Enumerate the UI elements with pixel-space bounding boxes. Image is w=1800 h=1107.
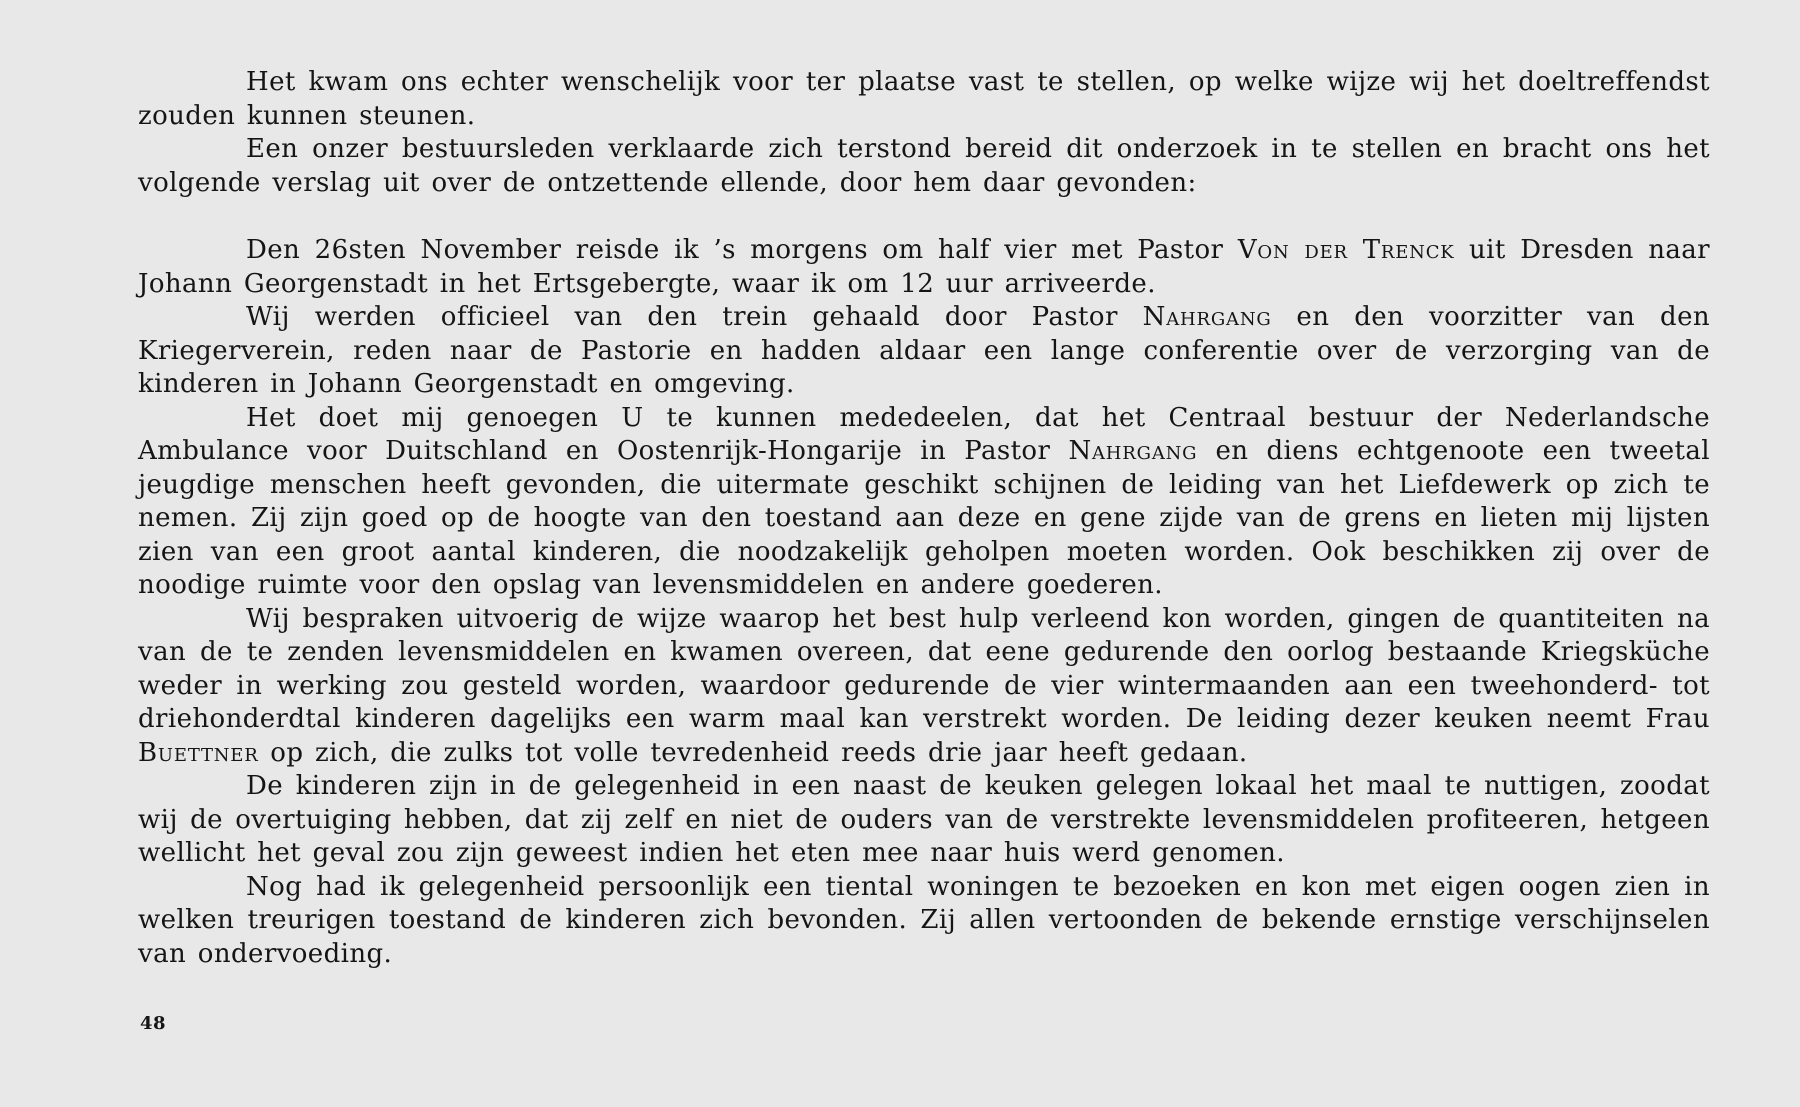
body-text [138, 66, 1710, 971]
report-paragraph-4-text-a: Wij bespraken uitvoerig de wijze waarop het best hulp verleend kon worden, gingen de quantiteiten na van de te zenden levensmiddelen en kwamen overeen, dat eene gedurende den oorlog bestaande Kriegsküche weder in werking zou gesteld worden, waardoor gedurende de vier wintermaanden aan een tweehonderd- tot driehonderdtal kinderen dagelijks een warm maal kan verstrekt worden. De leiding dezer keuken neemt Frau [138, 603, 1710, 734]
report-paragraph-4-text-b: op zich, die zulks tot volle tevredenheid reeds drie jaar heeft gedaan. [258, 737, 1248, 768]
page-number: 48 [140, 1013, 167, 1034]
report-paragraph-3-text-b: en diens echtgenoote een tweetal jeugdige menschen heeft gevonden, die uitermate geschikt schijnen de leiding van het Liefdewerk op zich te nemen. Zij zijn goed op de hoogte van den toestand aan deze en gene zijde van de grens en lieten mij lijsten zien van een groot aantal kinderen, die noodzakelijk geholpen moeten worden. Ook beschikken zij over de noodige ruimte voor den opslag van levensmiddelen en andere goederen. [138, 436, 1710, 600]
report-paragraph-6: Nog had ik gelegenheid persoonlijk een tiental woningen te bezoeken en kon met eigen oogen zien in welken treurigen toestand de kinderen zich bevonden. Zij allen vertoonden de bekende ernstige verschijnselen van ondervoeding. [138, 871, 1710, 969]
person-name-buettner: Buettner [138, 737, 259, 768]
intro-paragraph-2: Een onzer bestuursleden verklaarde zich terstond bereid dit onderzoek in te stellen en bracht ons het volgende verslag uit over de ontzettende ellende, door hem daar gevonden: [138, 134, 1710, 198]
person-name-nahrgang: Nahrgang [1142, 302, 1272, 332]
section-gap [138, 200, 1710, 234]
report-paragraph-2-text-a: Wij werden officieel van den trein gehaald door Pastor [246, 302, 1143, 332]
report-paragraph-1 [138, 234, 1710, 301]
person-name-von-der-trenck: Von der Trenck [1237, 235, 1455, 265]
report-paragraph-4 [138, 603, 1710, 771]
person-name-nahrgang: Nahrgang [1068, 436, 1198, 466]
report-paragraph-1-text-b: uit Dresden naar Johann Georgenstadt in het Ertsgebergte, waar ik om 12 uur arriveerde. [138, 235, 1711, 299]
report-paragraph-5: De kinderen zijn in de gelegenheid in een naast de keuken gelegen lokaal het maal te nuttigen, zoodat wij de overtuiging hebben, dat zij zelf en niet de ouders van de verstrekte levensmiddelen profiteeren, hetgeen wellicht het geval zou zijn geweest indien het eten mee naar huis werd genomen. [138, 771, 1710, 868]
report-paragraph-3-text-a: Het doet mij genoegen U te kunnen mededeelen, dat het Centraal bestuur der Nederlandsche Ambulance voor Duitschland en Oostenrijk-Hongarije in Pastor [138, 402, 1710, 466]
report-paragraph-2 [138, 301, 1710, 402]
intro-paragraph-1: Het kwam ons echter wenschelijk voor ter plaatse vast te stellen, op welke wijze wij het doeltreffendst zouden kunnen steunen. [138, 67, 1710, 131]
report-paragraph-2-text-b: en den voorzitter van den Kriegerverein, reden naar de Pastorie en hadden aldaar een lange conferentie over de verzorging van de kinderen in Johann Georgenstadt en omgeving. [138, 302, 1710, 399]
report-paragraph-3 [138, 402, 1710, 603]
report-paragraph-1-text-a: Den 26sten November reisde ik ’s morgens om half vier met Pastor [246, 235, 1238, 265]
